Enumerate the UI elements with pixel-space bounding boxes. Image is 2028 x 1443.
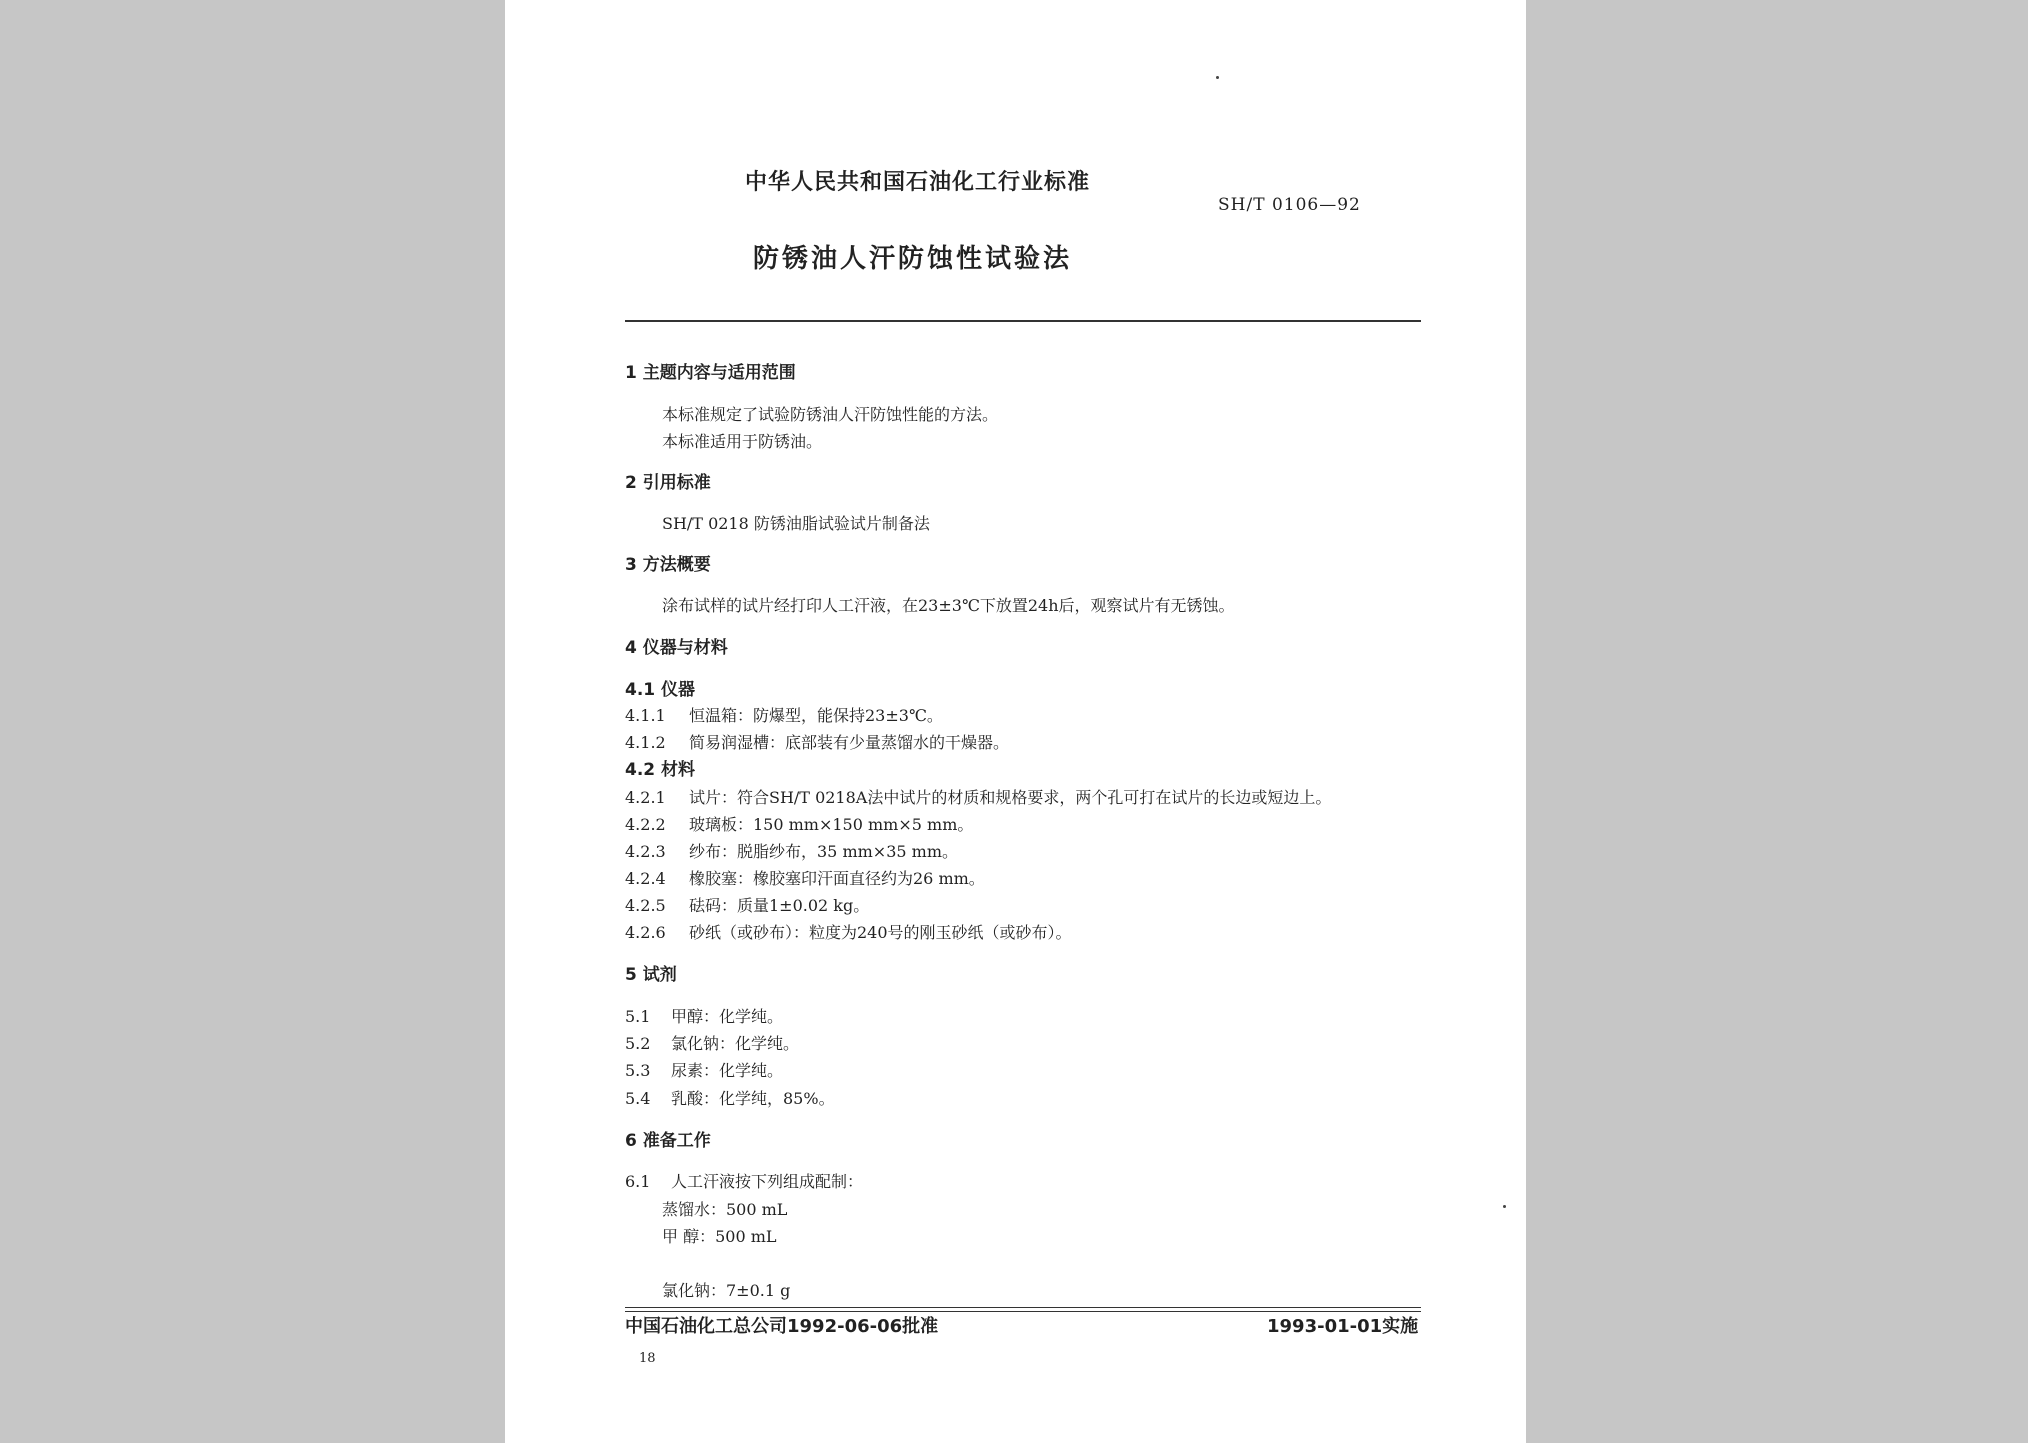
page-number: 18 [639,1351,656,1366]
section-3-heading: 3 方法概要 [625,555,711,575]
recipe-item-sodium-chloride: 氯化钠：7±0.1 g [662,1281,791,1300]
scan-speck [1503,1205,1506,1208]
clause-text: 玻璃板：150 mm×150 mm×5 mm。 [689,815,974,834]
clause-5-3 [625,1063,783,1079]
clause-4-2-5 [625,898,869,914]
section-1-para-1: 本标准规定了试验防锈油人汗防蚀性能的方法。 [662,405,999,424]
clause-number: 5.1 [625,1007,651,1026]
clause-number: 5.4 [625,1089,651,1108]
document-title: 防锈油人汗防蚀性试验法 [753,244,1073,274]
clause-4-1-1 [625,708,943,724]
section-3-para: 涂布试样的试片经打印人工汗液，在23±3℃下放置24h后，观察试片有无锈蚀。 [662,596,1235,615]
section-6-heading: 6 准备工作 [625,1131,711,1151]
approval-line: 中国石油化工总公司1992-06-06批准 [625,1316,939,1337]
footer-divider-bottom [625,1311,1421,1312]
clause-4-2-2 [625,817,973,833]
section-1-para-2: 本标准适用于防锈油。 [662,432,823,451]
clause-text: 简易润湿槽：底部装有少量蒸馏水的干燥器。 [689,733,1010,752]
organization-title: 中华人民共和国石油化工行业标准 [745,170,1091,195]
scan-speck [1216,76,1219,79]
clause-5-2 [625,1036,799,1052]
section-4-2-heading: 4.2 材料 [625,760,696,780]
clause-number: 4.2.2 [625,815,666,834]
section-1-heading: 1 主题内容与适用范围 [625,363,796,383]
effective-date: 1993-01-01实施 [1267,1316,1419,1337]
section-4-heading: 4 仪器与材料 [625,638,728,658]
clause-text: 砝码：质量1±0.02 kg。 [689,896,870,915]
clause-number: 4.2.4 [625,869,666,888]
clause-number: 6.1 [625,1172,651,1191]
clause-number: 5.3 [625,1061,651,1080]
header-divider [625,320,1421,322]
section-4-1-heading: 4.1 仪器 [625,680,696,700]
clause-4-2-1 [625,790,1331,806]
clause-number: 5.2 [625,1034,651,1053]
section-2-heading: 2 引用标准 [625,473,711,493]
footer-divider-top [625,1307,1421,1308]
clause-number: 4.2.3 [625,842,666,861]
recipe-item-water: 蒸馏水：500 mL [662,1200,788,1219]
clause-text: 尿素：化学纯。 [671,1061,784,1080]
clause-text: 氯化钠：化学纯。 [671,1034,800,1053]
clause-text: 甲醇：化学纯。 [671,1007,784,1026]
clause-text: 试片：符合SH/T 0218A法中试片的材质和规格要求，两个孔可打在试片的长边或短边上。 [689,788,1332,807]
clause-6-1 [625,1174,863,1190]
section-5-heading: 5 试剂 [625,965,677,985]
clause-number: 4.1.2 [625,733,666,752]
document-page [505,0,1526,1443]
section-2-reference: SH/T 0218 防锈油脂试验试片制备法 [662,514,930,533]
recipe-item-methanol: 甲 醇：500 mL [662,1227,777,1246]
clause-text: 人工汗液按下列组成配制： [671,1172,864,1191]
clause-number: 4.2.5 [625,896,666,915]
clause-4-1-2 [625,735,1009,751]
clause-4-2-3 [625,844,958,860]
clause-number: 4.2.6 [625,923,666,942]
clause-text: 恒温箱：防爆型，能保持23±3℃。 [689,706,943,725]
standard-code: SH/T 0106—92 [1218,195,1361,215]
clause-4-2-6 [625,925,1072,941]
clause-5-1 [625,1009,783,1025]
clause-text: 砂纸（或砂布）：粒度为240号的刚玉砂纸（或砂布）。 [689,923,1072,942]
clause-number: 4.1.1 [625,706,666,725]
clause-text: 橡胶塞：橡胶塞印汗面直径约为26 mm。 [689,869,985,888]
clause-text: 纱布：脱脂纱布，35 mm×35 mm。 [689,842,958,861]
clause-5-4 [625,1091,835,1107]
clause-number: 4.2.1 [625,788,666,807]
clause-text: 乳酸：化学纯，85%。 [671,1089,835,1108]
clause-4-2-4 [625,871,985,887]
